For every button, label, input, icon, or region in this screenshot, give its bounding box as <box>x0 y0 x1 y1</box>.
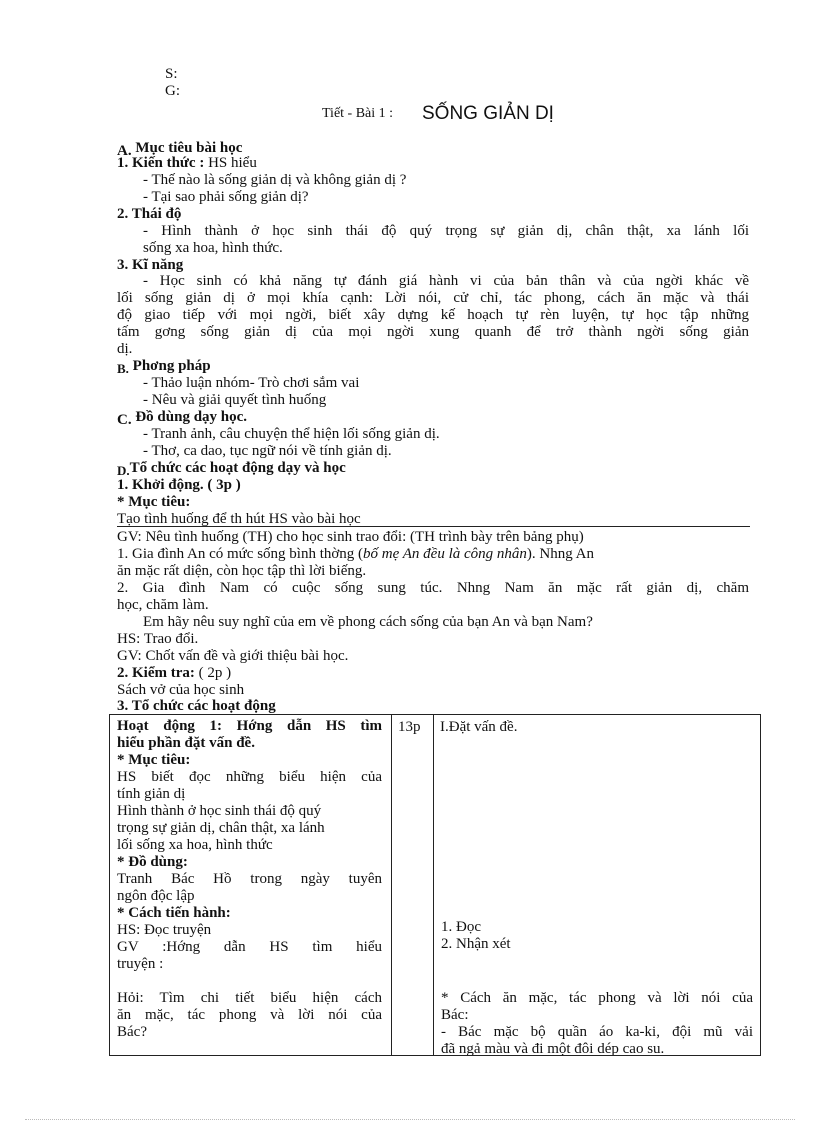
attitude-title: 2. Thái độ <box>117 206 182 222</box>
activity-method-line: GV :Hớng dẫn HS tìm hiểu <box>117 939 382 955</box>
content-heading: I.Đặt vấn đề. <box>440 719 518 735</box>
section-a-letter: A. <box>117 143 132 159</box>
activity-tools-title: * Đồ dùng: <box>117 854 188 870</box>
section-b-letter: B. <box>117 361 129 376</box>
section-d-heading <box>117 460 346 476</box>
check-title: 2. Kiểm tra: <box>117 665 195 681</box>
question-line: Em hãy nêu suy nghĩ của em về phong cách sống của bạn An và bạn Nam? <box>143 614 593 630</box>
attitude-line: - Hình thành ở học sinh thái độ quý trọng sự giản dị, chân thật, xa lánh lối <box>143 223 749 239</box>
activity-tools-line: Tranh Bác Hồ trong ngày tuyên <box>117 871 382 887</box>
skills-line: tấm gơng sống giản dị của mọi ngời xung quanh để trở thành ngời sống giản <box>117 324 749 340</box>
activity-method-title: * Cách tiến hành: <box>117 905 231 921</box>
hs-line: HS: Trao đổi. <box>117 631 199 647</box>
knowledge-text: HS hiểu <box>208 155 257 171</box>
knowledge-title: 1. Kiến thức : <box>117 155 205 171</box>
check-line <box>117 665 231 681</box>
warmup-objective-title: * Mục tiêu: <box>117 494 191 510</box>
activity-time: 13p <box>398 719 421 735</box>
activity-objective-line: Hình thành ở học sinh thái độ quý <box>117 803 322 819</box>
method-item: - Nêu và giải quyết tình huống <box>143 392 327 408</box>
content-item: 2. Nhận xét <box>441 936 511 952</box>
skills-line: dị. <box>117 341 133 357</box>
activity-objective-line: tính giản dị <box>117 786 186 802</box>
material-item: - Thơ, ca dao, tục ngữ nói về tính giản dị. <box>143 443 392 459</box>
lesson-prefix: Tiết - Bài 1 : <box>322 106 394 121</box>
situation-1-italic: bố mẹ An đều là công nhân <box>363 546 527 562</box>
section-b-title: Phơng pháp <box>132 358 211 374</box>
activity-method-line: HS: Đọc truyện <box>117 922 212 938</box>
check-text: Sách vở của học sinh <box>117 682 245 698</box>
skills-line: lối sống giản dị ở mọi khía cạnh: Lời nói, cử chỉ, tác phong, cách ăn mặc và thái <box>117 290 749 306</box>
table-top-border <box>109 714 761 715</box>
table-right-border <box>760 714 761 1055</box>
knowledge-item: - Thế nào là sống giản dị và không giản dị ? <box>143 172 407 188</box>
table-left-border <box>109 714 110 1055</box>
situation-2-line2: học, chăm làm. <box>117 597 209 613</box>
activity-title: Hoạt động 1: Hớng dẫn HS tìm <box>117 718 382 734</box>
content-item: 1. Đọc <box>441 919 481 935</box>
material-item: - Tranh ảnh, câu chuyện thể hiện lối sống giản dị. <box>143 426 440 442</box>
activity-objective-line: HS biết đọc những biểu hiện của <box>117 769 382 785</box>
section-c-title: Đồ dùng dạy học. <box>135 409 248 425</box>
divider-line <box>117 526 750 527</box>
method-item: - Thảo luận nhóm- Trò chơi sắm vai <box>143 375 360 391</box>
section-b-heading <box>117 358 211 374</box>
situation-1-line <box>117 546 594 562</box>
table-divider-2 <box>433 714 434 1055</box>
table-divider-1 <box>391 714 392 1055</box>
section-c-letter: C. <box>117 412 132 428</box>
activity-objective-title: * Mục tiêu: <box>117 752 191 768</box>
content-detail-line: * Cách ăn mặc, tác phong và lời nói của <box>441 990 753 1006</box>
activity-question-line: Bác? <box>117 1024 147 1040</box>
section-a-title: Mục tiêu bài học <box>135 140 243 156</box>
skills-title: 3. Kĩ năng <box>117 257 184 273</box>
lesson-title: SỐNG GIẢN DỊ <box>422 103 554 124</box>
check-time: ( 2p ) <box>198 665 232 681</box>
skills-line: - Học sinh có khả năng tự đánh giá hành vi của bản thân và của ngời khác về <box>143 273 749 289</box>
activity-title-line2: hiểu phần đặt vấn đề. <box>117 735 255 751</box>
activity-objective-line: lối sống xa hoa, hình thức <box>117 837 273 853</box>
activities-title: 3. Tổ chức các hoạt động <box>117 698 276 714</box>
section-c-heading <box>117 409 248 428</box>
s-label: S: <box>165 66 178 82</box>
activity-objective-line: trọng sự giản dị, chân thật, xa lánh <box>117 820 325 836</box>
table-bottom-border <box>109 1055 761 1056</box>
knowledge-item: - Tại sao phải sống giản dị? <box>143 189 309 205</box>
content-detail-line: Bác: <box>441 1007 469 1023</box>
section-d-title: Tổ chức các hoạt động dạy và học <box>129 460 346 476</box>
activity-question-line: Hỏi: Tìm chi tiết biểu hiện cách <box>117 990 382 1006</box>
attitude-line: sống xa hoa, hình thức. <box>143 240 283 256</box>
situation-1-text: 1. Gia đình An có mức sống bình thờng ( <box>117 546 364 562</box>
page-bottom-edge <box>25 1119 795 1120</box>
warmup-title: 1. Khởi động. ( 3p ) <box>117 477 241 493</box>
section-d-letter: D. <box>117 463 130 478</box>
activity-question-line: ăn mặc, tác phong và lời nói của <box>117 1007 382 1023</box>
activity-tools-line: ngôn độc lập <box>117 888 195 904</box>
situation-1-line2: ăn mặc rất diện, còn học tập thì lời biếng. <box>117 563 367 579</box>
skills-line: độ giao tiếp với mọi ngời, biết xây dựng kế hoạch tự rèn luyện, tự học tập những <box>117 307 749 323</box>
activity-method-line: truyện : <box>117 956 164 972</box>
section-a-heading <box>117 140 243 159</box>
content-detail-line: đã ngả màu và đi một đôi dép cao su. <box>441 1041 665 1055</box>
warmup-objective-text: Tạo tình huống để th hút HS vào bài học <box>117 511 361 527</box>
content-detail-line: - Bác mặc bộ quần áo ka-ki, đội mũ vải <box>441 1024 753 1040</box>
situation-intro: GV: Nêu tình huống (TH) cho học sinh trao đổi: (TH trình bày trên bảng phụ) <box>117 529 584 545</box>
situation-1-tail: ). Nhng An <box>526 546 595 562</box>
gv-conclude-line: GV: Chốt vấn đề và giới thiệu bài học. <box>117 648 349 664</box>
knowledge-line <box>117 155 257 171</box>
g-label: G: <box>165 83 180 99</box>
situation-2-line1: 2. Gia đình Nam có cuộc sống sung túc. Nhng Nam ăn mặc rất giản dị, chăm <box>117 580 749 596</box>
